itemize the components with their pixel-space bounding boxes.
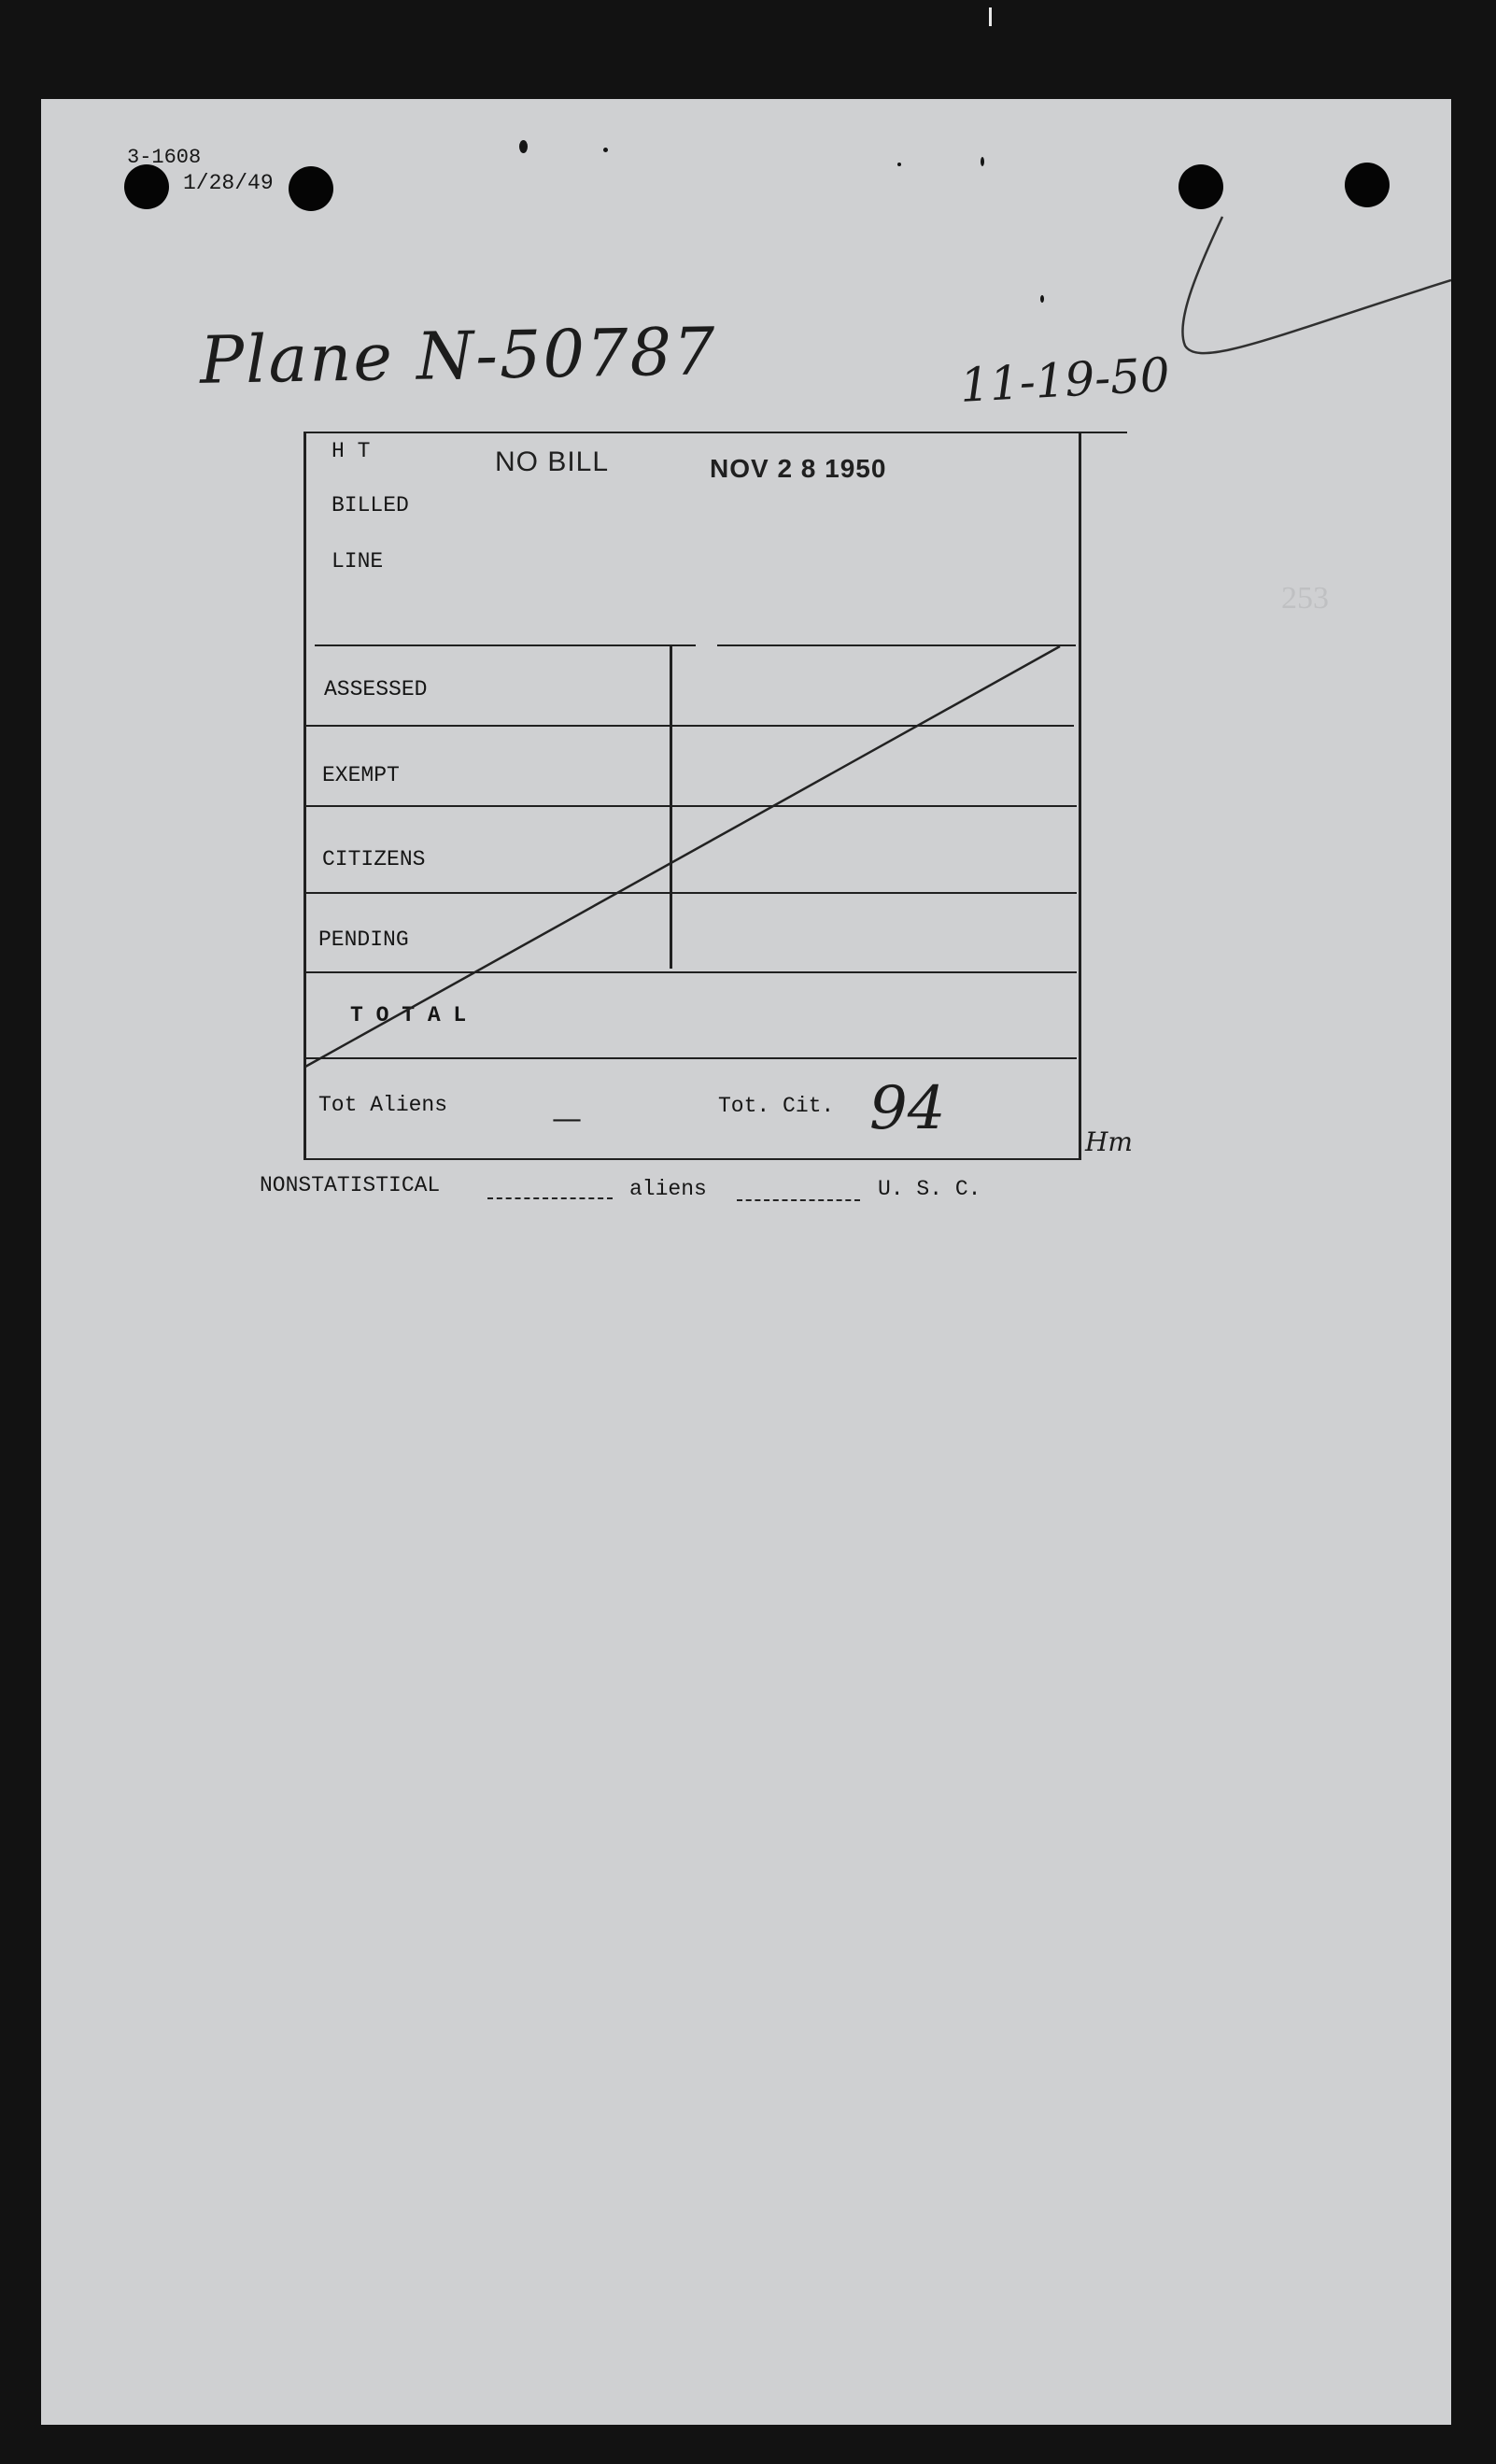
- manifest-summary-form: [303, 432, 1127, 1162]
- cancellation-diagonal-line: [303, 432, 1127, 1162]
- line-label: LINE: [332, 549, 384, 574]
- nonstatistical-label: NONSTATISTICAL: [260, 1173, 441, 1197]
- punch-hole-left-1: [124, 164, 169, 209]
- ink-speck: [981, 157, 984, 166]
- no-bill-stamp: NO BILL: [495, 446, 610, 477]
- tot-cit-value: 94: [869, 1074, 946, 1143]
- handwritten-vessel: Plane N-50787: [199, 313, 718, 399]
- punch-hole-right-2: [1345, 163, 1390, 207]
- row-label-pending: PENDING: [318, 928, 409, 952]
- tot-aliens-label: Tot Aliens: [318, 1093, 448, 1117]
- date-stamp: NOV 2 8 1950: [710, 454, 887, 483]
- punch-hole-left-2: [289, 166, 333, 211]
- row-label-exempt: EXEMPT: [322, 763, 400, 787]
- tot-cit-label: Tot. Cit.: [718, 1094, 835, 1118]
- ink-speck: [1040, 295, 1044, 303]
- row-label-assessed: ASSESSED: [324, 677, 428, 701]
- punch-hole-right-1: [1178, 164, 1223, 209]
- nonstatistical-blank: [487, 1197, 613, 1199]
- scanner-edge-mark: [989, 7, 992, 26]
- ht-label: H T: [332, 439, 371, 463]
- initials: Hm: [1085, 1126, 1133, 1157]
- aliens-label: aliens: [629, 1177, 707, 1201]
- ink-speck: [897, 163, 901, 166]
- row-label-citizens: CITIZENS: [322, 847, 426, 871]
- usc-label: U. S. C.: [878, 1177, 981, 1201]
- tot-aliens-value: —: [552, 1100, 582, 1136]
- total-label: T O T A L: [350, 1003, 467, 1027]
- ink-speck: [603, 148, 608, 152]
- form-date: 1/28/49: [183, 171, 274, 195]
- billed-label: BILLED: [332, 493, 409, 517]
- document-page: [41, 99, 1451, 2425]
- aliens-blank: [737, 1199, 860, 1201]
- ink-speck: [519, 140, 528, 153]
- margin-number: 253: [1281, 581, 1329, 616]
- handwritten-date: 11-19-50: [958, 347, 1172, 413]
- form-number: 3-1608: [127, 146, 202, 169]
